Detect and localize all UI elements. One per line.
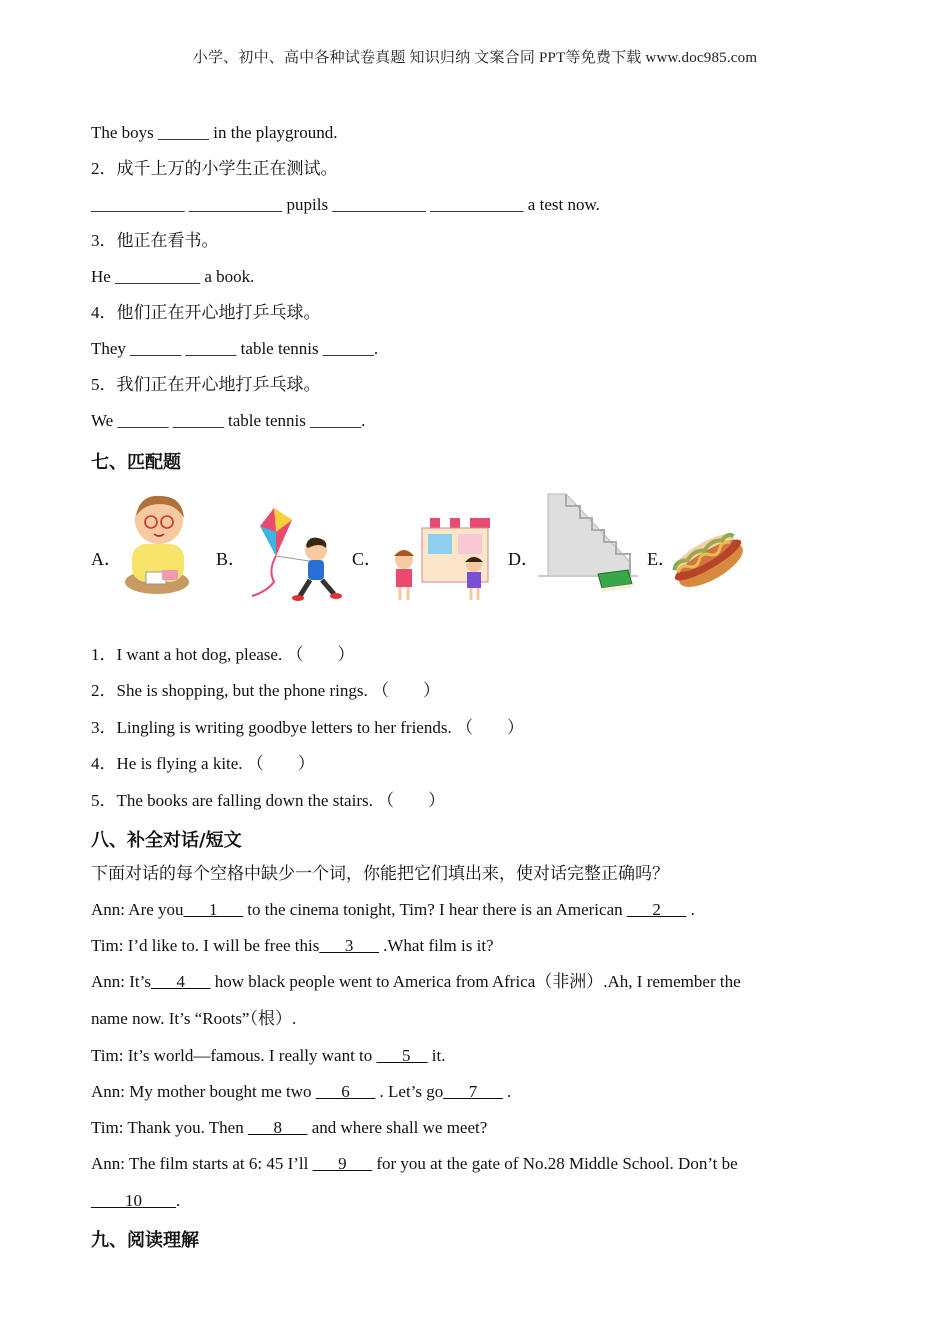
dialogue-text: Tim: Thank you. Then: [91, 1118, 248, 1137]
dialogue-line-6: [91, 1081, 511, 1103]
dialogue-text: . Let’s go: [375, 1082, 444, 1101]
girls-shopping-icon: [388, 514, 496, 607]
dialogue-text: and where shall we meet?: [307, 1118, 488, 1137]
blank-7: ___7___: [443, 1082, 503, 1101]
blank-2: ___2___: [626, 900, 687, 919]
blank-3: ___3___: [319, 936, 379, 955]
match-question-1: 1．I want a hot dog, please. （ ）: [91, 645, 355, 664]
blank-4: ___4___: [150, 972, 211, 991]
option-e-label: E．: [647, 549, 676, 569]
blank-5: ___5__: [376, 1046, 428, 1065]
dialogue-text: .: [176, 1191, 181, 1210]
dialogue-text: how black people went to America from Africa（非洲）.Ah, I remember the: [210, 972, 741, 991]
fill-line-boys: The boys ______ in the playground.: [91, 123, 338, 142]
match-question-3: 3．Lingling is writing goodbye letters to her friends. （ ）: [91, 718, 524, 737]
hot-dog-icon: [670, 524, 746, 601]
boy-writing-letter-icon: [124, 492, 190, 601]
dialogue-text: .What film is it?: [378, 936, 494, 955]
blank-1: ___1___: [183, 900, 244, 919]
question-2-en: ___________ ___________ pupils ___________ ___________ a test now.: [91, 195, 600, 214]
dialogue-text: Tim: It’s world—famous. I really want to: [91, 1046, 377, 1065]
match-question-2: 2．She is shopping, but the phone rings. （ ）: [91, 681, 440, 700]
dialogue-text: to the cinema tonight, Tim? I hear there is an American: [243, 900, 627, 919]
dialogue-text: .: [686, 900, 695, 919]
option-a-label: A．: [91, 549, 122, 569]
dialogue-text: name now. It’s “Roots”（根）.: [91, 1009, 297, 1028]
dialogue-text: Ann: It’s: [91, 972, 151, 991]
blank-8: ___8___: [247, 1118, 308, 1137]
boy-flying-kite-icon: [246, 506, 344, 607]
dialogue-line-8: [91, 1153, 738, 1175]
dialogue-text: it.: [427, 1046, 446, 1065]
question-5-en: We ______ ______ table tennis ______.: [91, 411, 366, 430]
dialogue-line-7: [91, 1117, 487, 1139]
books-falling-stairs-icon: [538, 492, 638, 605]
dialogue-line-3: [91, 971, 741, 993]
dialogue-line-4: [91, 1008, 296, 1030]
dialogue-text: Ann: My mother bought me two: [91, 1082, 316, 1101]
section-8-instruction: 下面对话的每个空格中缺少一个词，你能把它们填出来，使对话完整正确吗？: [91, 864, 669, 883]
section-9-title: 九、阅读理解: [91, 1230, 199, 1251]
question-3-cn: 3．他正在看书。: [91, 231, 219, 250]
option-c-label: C．: [352, 549, 383, 569]
dialogue-text: Tim: I’d like to. I will be free this: [91, 936, 320, 955]
question-3-en: He __________ a book.: [91, 267, 255, 286]
question-2-cn: 2．成千上万的小学生正在测试。: [91, 159, 338, 178]
match-question-5: 5．The books are falling down the stairs. （ ）: [91, 791, 446, 810]
dialogue-line-2: [91, 935, 494, 957]
option-b-label: B．: [216, 549, 247, 569]
dialogue-text: for you at the gate of No.28 Middle School. Don’t be: [372, 1154, 738, 1173]
question-4-cn: 4．他们正在开心地打乒乓球。: [91, 303, 321, 322]
page-header: 小学、初中、高中各种试卷真题 知识归纳 文案合同 PPT等免费下载 www.doc985.com: [192, 50, 758, 66]
dialogue-line-1: [91, 899, 695, 921]
dialogue-line-9: [91, 1190, 180, 1212]
blank-6: ___6___: [315, 1082, 376, 1101]
section-7-title: 七、匹配题: [91, 452, 181, 473]
dialogue-line-5: [91, 1045, 445, 1067]
match-question-4: 4．He is flying a kite. （ ）: [91, 754, 315, 773]
dialogue-text: .: [502, 1082, 512, 1101]
blank-9: ___9___: [312, 1154, 373, 1173]
blank-10: ____10____: [91, 1191, 176, 1210]
dialogue-text: Ann: Are you: [91, 900, 184, 919]
question-4-en: They ______ ______ table tennis ______.: [91, 339, 379, 358]
option-d-label: D．: [508, 549, 539, 569]
section-8-title: 八、补全对话/短文: [91, 830, 242, 851]
question-5-cn: 5．我们正在开心地打乒乓球。: [91, 375, 321, 394]
dialogue-text: Ann: The film starts at 6: 45 I’ll: [91, 1154, 313, 1173]
